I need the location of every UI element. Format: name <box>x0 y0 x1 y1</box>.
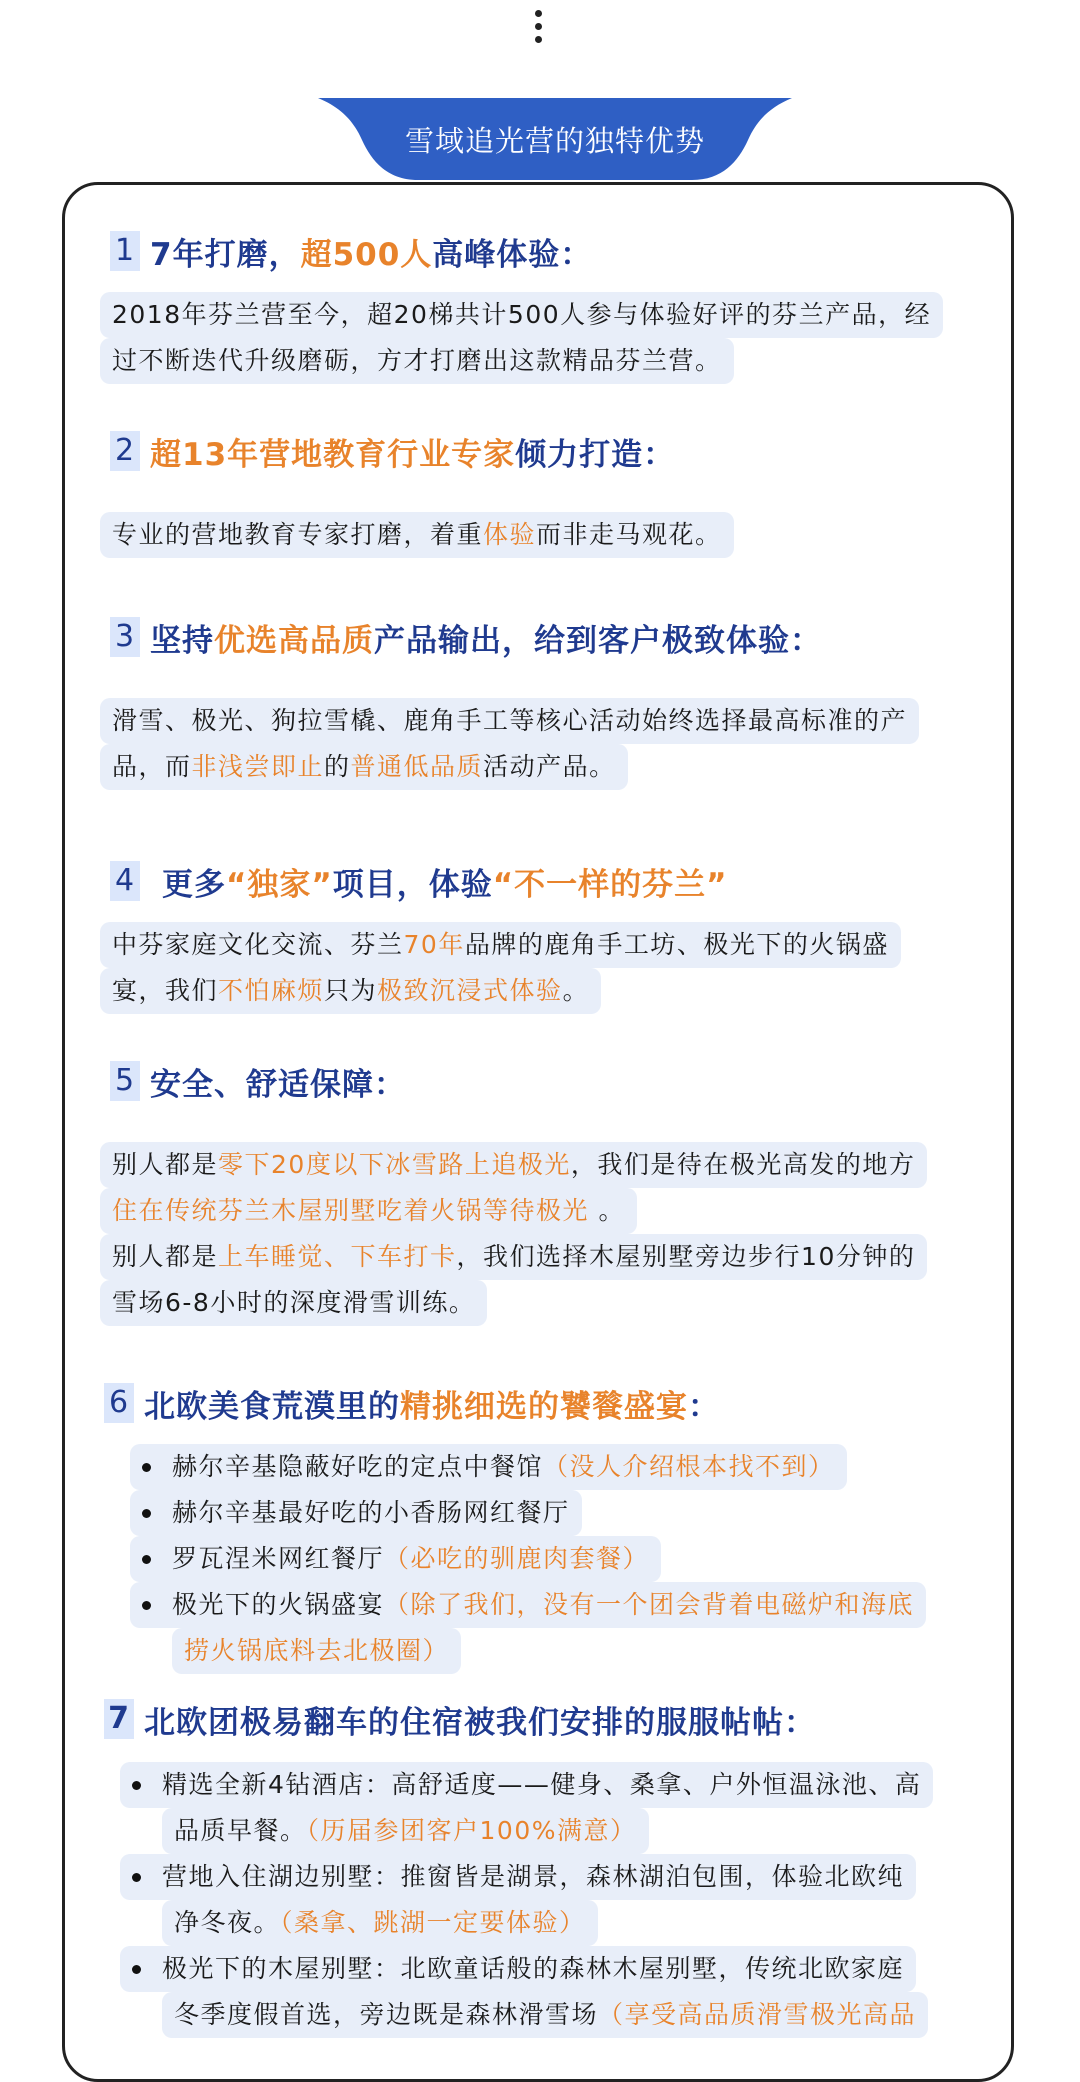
list-item <box>120 1946 916 1992</box>
body-line <box>100 1188 637 1234</box>
text: 罗瓦涅米网红餐厅 <box>172 1544 385 1573</box>
text-highlight: （桑拿、跳湖一定要体验） <box>280 1908 586 1937</box>
heading-highlight: 优选高品质 <box>214 622 374 659</box>
text: 专业的营地教育专家打磨，着重 <box>112 520 484 549</box>
list-item <box>120 1762 933 1808</box>
text-highlight: 捞火锅底料去北极圈） <box>184 1636 450 1665</box>
body-line <box>100 512 734 558</box>
text: 精选全新4钻酒店：高舒适度——健身、桑拿、户外恒温泳池、高 <box>162 1770 922 1799</box>
heading-text: 北欧美食荒漠里的 <box>144 1388 400 1425</box>
text: 宴，我们 <box>112 976 219 1005</box>
section-6-list <box>130 1444 926 1674</box>
text: 别人都是 <box>112 1242 219 1271</box>
section-number: 4 <box>110 861 140 901</box>
heading-text: 产品输出，给到客户极致体验： <box>374 622 822 659</box>
section-2-heading <box>110 428 675 474</box>
text-highlight: 不怕麻烦 <box>218 976 325 1005</box>
heading-highlight: 精挑细选的饕餮盛宴 <box>400 1388 688 1425</box>
heading-highlight: “不一样的芬兰” <box>492 866 728 903</box>
text: 。 <box>589 1196 625 1225</box>
text: 营地入住湖边别墅：推窗皆是湖景，森林湖泊包围，体验北欧纯 <box>162 1862 905 1891</box>
body-line <box>100 922 901 968</box>
list-item <box>130 1582 926 1628</box>
heading-text: ： <box>688 1388 720 1425</box>
body-line: 滑雪、极光、狗拉雪橇、鹿角手工等核心活动始终选择最高标准的产 <box>100 698 919 744</box>
section-1-heading <box>110 228 592 274</box>
list-item <box>130 1490 582 1536</box>
text-highlight: 非浅尝即止 <box>191 752 325 781</box>
body-line: 2018年芬兰营至今，超20梯共计500人参与体验好评的芬兰产品，经 <box>100 292 943 338</box>
heading-text: 高峰体验： <box>432 236 593 273</box>
body-line <box>100 1234 927 1280</box>
text-highlight: 上车睡觉、下车打卡 <box>218 1242 457 1271</box>
list-item-continuation <box>162 1992 928 2038</box>
text-highlight: （除了我们，没有一个团会背着电磁炉和海底 <box>384 1590 915 1619</box>
section-number: 5 <box>110 1061 140 1101</box>
list-item <box>130 1536 661 1582</box>
text: 别人都是 <box>112 1150 219 1179</box>
text: 而非走马观花。 <box>536 520 722 549</box>
text-highlight: 普通低品质 <box>350 752 484 781</box>
page-title: 雪域追光营的独特优势 <box>404 124 705 158</box>
heading-highlight: “独家” <box>226 866 333 903</box>
more-options-icon[interactable] <box>526 10 550 54</box>
section-3-heading <box>110 614 822 660</box>
heading-text: 倾力打造： <box>515 436 676 473</box>
text-highlight: （享受高品质滑雪极光高品 <box>598 2000 917 2029</box>
text: 的 <box>324 752 351 781</box>
body-line <box>100 744 628 790</box>
heading-highlight: 超500人 <box>300 236 433 273</box>
text-highlight: （没人介绍根本找不到） <box>543 1452 835 1481</box>
text-highlight: （必吃的驯鹿肉套餐） <box>384 1544 650 1573</box>
section-number: 6 <box>104 1383 134 1423</box>
list-item <box>130 1444 847 1490</box>
text: 品质早餐。 <box>174 1816 307 1845</box>
text: 。 <box>562 976 590 1005</box>
text: 净冬夜。 <box>174 1908 281 1937</box>
heading-text: 北欧团极易翻车的住宿被我们安排的服服帖帖： <box>144 1704 816 1741</box>
body-line: 雪场6-8小时的深度滑雪训练。 <box>100 1280 487 1326</box>
text-highlight: （历届参团客户100%满意） <box>306 1816 637 1845</box>
section-3-body <box>100 698 919 790</box>
section-4-heading <box>110 858 728 904</box>
section-7-heading <box>104 1696 816 1742</box>
text-highlight: 零下20度以下冰雪路上追极光 <box>218 1150 571 1179</box>
section-6-heading <box>104 1380 720 1426</box>
section-7-list <box>120 1762 933 2038</box>
heading-text: 项目，体验 <box>332 866 493 903</box>
text: 赫尔辛基最好吃的小香肠网红餐厅 <box>172 1498 570 1527</box>
body-line <box>100 1142 927 1188</box>
list-item-continuation <box>162 1808 649 1854</box>
section-4-body <box>100 922 901 1014</box>
text: ，我们选择木屋别墅旁边步行10分钟的 <box>456 1242 916 1271</box>
body-line <box>100 968 601 1014</box>
text-highlight: 极致沉浸式体验 <box>377 976 563 1005</box>
text: 极光下的火锅盛宴 <box>172 1590 385 1619</box>
title-banner <box>318 98 792 180</box>
list-item-continuation <box>162 1900 598 1946</box>
section-number: 2 <box>110 431 140 471</box>
heading-text: 安全、舒适保障： <box>150 1066 406 1103</box>
section-number: 1 <box>110 231 140 271</box>
text: 冬季度假首选，旁边既是森林滑雪场 <box>174 2000 599 2029</box>
text: 极光下的木屋别墅：北欧童话般的森林木屋别墅，传统北欧家庭 <box>162 1954 905 1983</box>
section-5-heading <box>110 1058 406 1104</box>
section-5-body <box>100 1142 927 1326</box>
text: 活动产品。 <box>483 752 616 781</box>
list-item-continuation <box>172 1628 461 1674</box>
text-highlight: 住在传统芬兰木屋别墅吃着火锅等待极光 <box>112 1196 590 1225</box>
text-highlight: 70年 <box>403 930 465 959</box>
text: 只为 <box>324 976 378 1005</box>
heading-text: 更多 <box>162 866 226 903</box>
text: 赫尔辛基隐蔽好吃的定点中餐馆 <box>172 1452 544 1481</box>
heading-text: 坚持 <box>150 622 214 659</box>
section-1-body <box>100 292 943 384</box>
heading-text: 7年打磨， <box>150 236 301 273</box>
text: 品，而 <box>112 752 192 781</box>
heading-highlight: 超13年营地教育行业专家 <box>150 436 516 473</box>
text-highlight: 体验 <box>483 520 537 549</box>
section-number: 3 <box>110 617 140 657</box>
body-line: 过不断迭代升级磨砺，方才打磨出这款精品芬兰营。 <box>100 338 734 384</box>
text: ，我们是待在极光高发的地方 <box>570 1150 916 1179</box>
text: 品牌的鹿角手工坊、极光下的火锅盛 <box>464 930 889 959</box>
section-2-body <box>100 512 734 558</box>
text: 中芬家庭文化交流、芬兰 <box>112 930 404 959</box>
list-item <box>120 1854 916 1900</box>
section-number: 7 <box>104 1699 134 1739</box>
